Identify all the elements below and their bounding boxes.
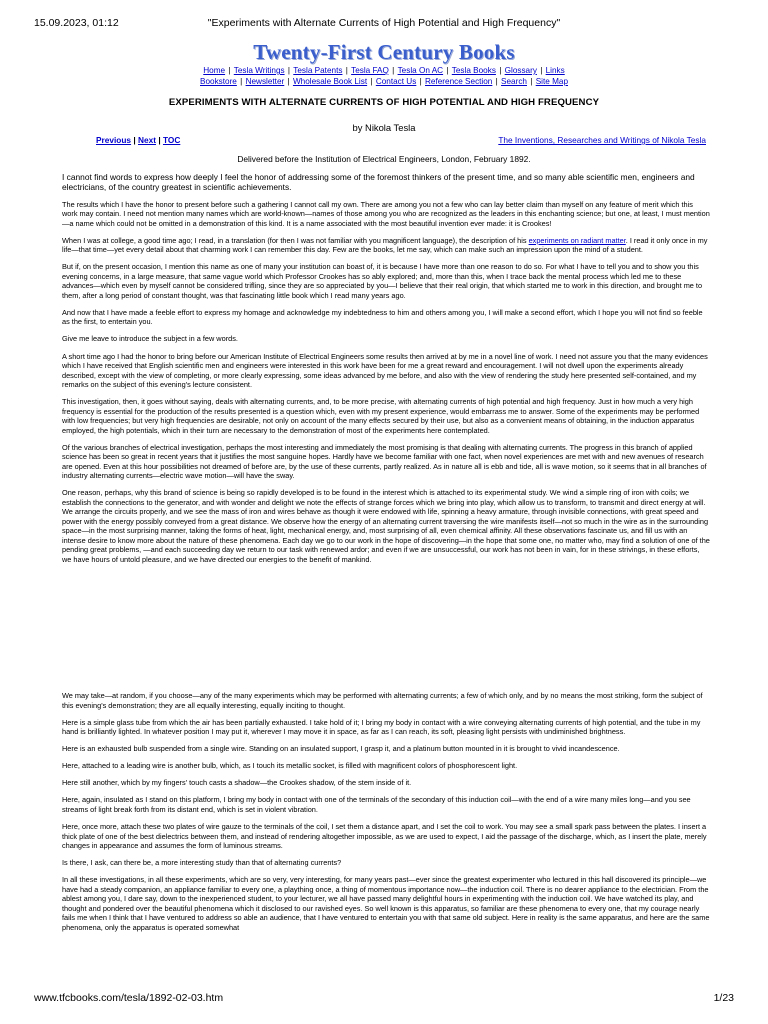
nav-link-tesla-faq[interactable]: Tesla FAQ (351, 66, 389, 75)
subnav-separator: | (158, 135, 161, 145)
masthead (0, 40, 768, 87)
site-nav-row-1 (0, 65, 768, 76)
paragraph-15: Here still another, which by my fingers' touch casts a shadow—the Crookes shadow, of the stem inside of it. (62, 778, 412, 788)
paragraph-10: One reason, perhaps, why this brand of science is being so rapidly developed is to be found in the interest which is attached to its experimental study. We wind a simple ring of iron with coils; we establish the connections to the generator, and with wonder and delight we note the effects of strange forces which we bring into play, which allow us to transform, to transmit and direct energy at will. We arrange the circuits properly, and we see the mass of iron and wires behave as though it were endowed with life, spinning a heavy armature, through invisible connections, with great speed and power with the energy possibly conveyed from a great distance. We observe how the energy of an alternating current traversing the wire manifests itself—not so much in the wire as in the surrounding space—in the most surprising manner, taking the forms of heat, light, mechanical energy, and, most surprising of all, even chemical affinity. All these observations fascinate us, and fill us with an intense desire to know more about the nature of these phenomena. Each day we go to our work in the hope of discovering—in the hope that some one, no matter who, may find a solution of one of the pending great problems, —and each succeeding day we return to our task with renewed ardor; and even if we are unsuccessful, our work has not been in vain, for in these strivings, in these efforts, we have hours of untold pleasure, and we have directed our energies to the benefit of mankind. (62, 488, 710, 564)
site-nav-row-2 (0, 76, 768, 87)
paragraph-2: The results which I have the honor to present before such a gathering I cannot call my own. There are among you not a few who can lay better claim than myself on any feature of merit which this work may contain. I need not mention many names which are world-known—names of those among you who are recognized as the leaders in this enchanting science; but one, at least, I must mention—a name which could not be omitted in a demonstration of this kind. It is a name associated with the most beautiful invention ever made: it is Crookes! (62, 199, 710, 228)
nav-separator: | (528, 77, 535, 86)
article-body-part-1 (62, 172, 710, 572)
paragraph-17: Here, once more, attach these two plates of wire gauze to the terminals of the coil, I set them a distance apart, and I set the coil to work. You may see a small spark pass between the plates. I insert a thick plate of one of the best dielectrics between them, and instead of rendering altogether impossible, as we are used to expect, I aid the passage of the discharge, which, as I insert the plate, merely changes in appearance and assumes the form of luminous streams. (62, 822, 707, 851)
delivered-note: Delivered before the Institution of Electrical Engineers, London, February 1892. (237, 154, 531, 164)
paragraph-12: Here is a simple glass tube from which the air has been partially exhausted. I take hold of it; I bring my body in contact with a wire conveying alternating currents of high potential, and the tube in my hand is brilliantly lighted. In whatever position I may put it, wherever I may move it in space, as far as I can reach, its soft, pleasing light persists with undiminished brightness. (62, 717, 701, 737)
nav-link-tesla-writings[interactable]: Tesla Writings (233, 66, 285, 75)
paragraph-11: We may take—at random, if you choose—any of the many experiments which may be performed with alternating currents; a few of which only, and by no means the most striking, form the subject of this evening's demonstration; they are all equally interesting, equally inciting to thought. (62, 691, 703, 710)
article-subnav (96, 135, 706, 147)
subnav-left (96, 135, 180, 145)
nav-link-glossary[interactable]: Glossary (504, 66, 537, 75)
book-title-link[interactable]: The Inventions, Researches and Writings of Nikola Tesla (498, 135, 706, 145)
paragraph-4: But if, on the present occasion, I mention this name as one of many your institution can boast of, it is because I have more than one reason to do so. For what I have to tell you and to show you this evening concerns, in a large measure, that same vague world which Professor Crookes has so ably explored; and, more than this, when I trace back the mental process which led me to these advances—which even by myself cannot be considered trifling, since they are so appreciated by you—I believe that their real origin, that which started me to work in this direction, and brought me to them, after a long period of constant thought, was that fascinating little book which I read many years ago. (62, 262, 703, 300)
nav-link-tesla-books[interactable]: Tesla Books (451, 66, 496, 75)
paragraph-3-text-before: When I was at college, a good time ago; I read, in a translation (for then I was not familiar with you magnificent language), the description of his (62, 235, 529, 245)
nav-separator: | (493, 77, 501, 86)
article-title: EXPERIMENTS WITH ALTERNATE CURRENTS OF HIGH POTENTIAL AND HIGH FREQUENCY (168, 97, 600, 108)
print-footer (34, 992, 734, 1006)
nav-link-home[interactable]: Home (203, 66, 226, 75)
paragraph-3-text-after: . I read it only once in my life—that time—yet every detail about that charming work I can remember this day. Few are the books, let me say, which can make such an impression upon the mind of a student. (62, 235, 708, 255)
nav-separator: | (285, 77, 292, 86)
paragraph-9: Of the various branches of electrical investigation, perhaps the most interesting and immediately the most promising is that dealing with alternating currents. The progress in this branch of applied science has been so great in recent years that it justifies the most sanguine hopes. Hardly have we become familiar with one fact, when novel experiences are met with and new avenues of research are opened. Even at this hour possibilities not dreamed of before are, by the use of these currents, partly realized. As in nature all is ebb and tide, all is wave motion, so it seems that in all branches of industry alternating currents—electric wave motion—will have the sway. (62, 442, 707, 481)
nav-separator: | (417, 77, 424, 86)
nav-link-search[interactable]: Search (501, 77, 527, 86)
nav-link-reference-section[interactable]: Reference Section (425, 77, 493, 86)
print-url: www.tfcbooks.com/tesla/1892-02-03.htm (34, 992, 224, 1004)
nav-separator: | (285, 66, 293, 75)
nav-separator: | (237, 77, 245, 86)
previous-link[interactable]: Previous (96, 135, 132, 145)
subnav-right (498, 135, 706, 145)
print-page-title: "Experiments with Alternate Currents of High Potential and High Frequency" (207, 17, 561, 29)
print-page-number: 1/23 (713, 992, 734, 1004)
paragraph-5: And now that I have made a feeble effort to express my homage and acknowledge my indebtedness to him and others among you, I will make a second effort, which I hope you will not find so feeble as the first, to entertain you. (62, 307, 703, 327)
paragraph-14: Here, attached to a leading wire is another bulb, which, as I touch its metallic socket, is filled with magnificent colors of phosphorescent light. (62, 761, 518, 771)
nav-link-site-map[interactable]: Site Map (535, 77, 568, 86)
nav-link-tesla-patents[interactable]: Tesla Patents (293, 66, 343, 75)
nav-separator: | (343, 66, 351, 75)
nav-link-tesla-on-ac[interactable]: Tesla On AC (397, 66, 444, 75)
paragraph-1: I cannot find words to express how deeply I feel the honor of addressing some of the foremost thinkers of the present time, and so many able scientific men, engineers and electricians, of the country greatest in scientific achievements. (62, 172, 695, 192)
paragraph-7: A short time ago I had the honor to bring before our American Institute of Electrical Engineers some results then arrived at by me in a novel line of work. I need not assure you that the many evidences which I have received that English scientific men and engineers were interested in this work have been for me a great reward and encouragement. I will not dwell upon the experiments already described, except with the view of completing, or more clearly expressing, some ideas advanced by me before, and also with the view of rendering the study here presented self-contained, and my remarks on the subject of this evening's lecture consistent. (62, 351, 708, 390)
paragraph-8: This investigation, then, it goes without saying, deals with alternating currents, and, to be more precise, with alternating currents of high potential and high frequency. Just in how much a very high frequency is essential for the production of the results presented is a question which, even with my present experience, would embarrass me to answer. Some of the experiments may be performed with low frequencies; but very high frequencies are desirable, not only on account of the many effects secured by their use, but also as a convenient means of obtaining, in the induction apparatus employed, the high potentials, which in their turn are necessary to the demonstration of most of the experiments here contemplated. (62, 397, 700, 435)
print-datetime: 15.09.2023, 01:12 (34, 17, 119, 29)
paragraph-16: Here, again, insulated as I stand on this platform, I bring my body in contact with one of the terminals of the secondary of this induction coil—with the end of a wire many miles long—and you see streams of light break forth from its distant end, which is set in violent vibration. (62, 795, 691, 814)
toc-link[interactable]: TOC (162, 135, 181, 145)
paragraph-6: Give me leave to introduce the subject in a few words. (62, 334, 238, 344)
radiant-matter-link[interactable]: experiments on radiant matter (528, 235, 626, 245)
nav-link-contact-us[interactable]: Contact Us (375, 77, 417, 86)
paragraph-19: In all these investigations, in all these experiments, which are so very, very interesting, for many years past—ever since the greatest experimenter who lectured in this hall discovered its principle—we have had a steady companion, an appliance familiar to every one, a plaything once, a thing of momentous importance now—the induction coil. There is no dearer appliance to the electrician. From the ablest among you, I dare say, down to the inexperienced student, to your lecturer, we all have passed many delightful hours in experimenting with the induction coil. We have watched its play, and thought and pondered over the beautiful phenomena which it disclosed to our ravished eyes. So well known is this apparatus, so familiar are these phenomena to every one, that my courage nearly fails me when I think that I have ventured to address so able an audience, that I have ventured to entertain you with that same old subject. Here in reality is the same apparatus, and here are the same phenomena, only the apparatus is operated somewhat (62, 875, 710, 932)
nav-separator: | (496, 66, 504, 75)
nav-separator: | (444, 66, 451, 75)
paragraph-13: Here is an exhausted bulb suspended from a single wire. Standing on an insulated support, I grasp it, and a platinum button mounted in it is brought to vivid incandescence. (62, 744, 620, 754)
article-body-part-2 (62, 691, 710, 940)
nav-link-bookstore[interactable]: Bookstore (200, 77, 237, 86)
paragraph-18: Is there, I ask, can there be, a more interesting study than that of alternating currents? (62, 858, 342, 868)
nav-link-links[interactable]: Links (545, 66, 565, 75)
next-link[interactable]: Next (138, 135, 156, 145)
nav-link-wholesale-book-list[interactable]: Wholesale Book List (292, 77, 368, 86)
print-header (34, 17, 734, 31)
nav-separator: | (226, 66, 233, 75)
paragraph-3 (62, 236, 710, 255)
nav-separator: | (537, 66, 545, 75)
site-logo[interactable]: Twenty-First Century Books (253, 40, 515, 64)
article-author: by Nikola Tesla (352, 122, 416, 133)
nav-separator: | (368, 77, 375, 86)
nav-separator: | (389, 66, 397, 75)
nav-link-newsletter[interactable]: Newsletter (245, 77, 285, 86)
subnav-separator: | (133, 135, 136, 145)
